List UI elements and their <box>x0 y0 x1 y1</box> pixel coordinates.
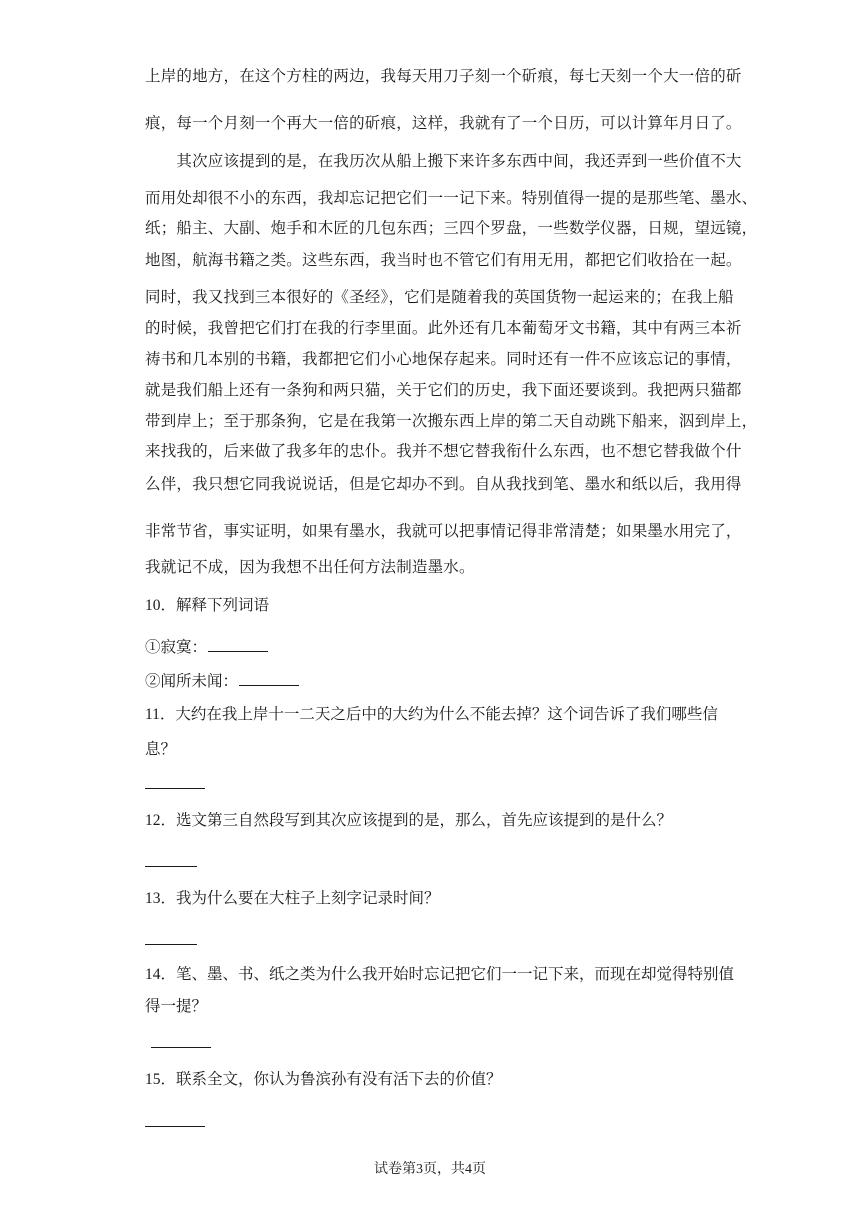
vocab-item-2 <box>145 671 725 692</box>
question-text-line: 13．我为什么要在大柱子上刻字记录时间？ <box>145 890 440 907</box>
question-text-line: 14．笔、墨、书、纸之类为什么我开始时忘记把它们一一记下来，而现在却觉得特别值 <box>145 966 735 983</box>
passage-line: 来找我的，后来做了我多年的忠仆。我并不想它替我衔什么东西，也不想它替我做个什 <box>145 442 742 460</box>
question-text-line: 息？ <box>145 741 177 758</box>
passage-line: 纸；船主、大副、炮手和木匠的几包东西；三四个罗盘，一些数学仪器，日规，望远镜， <box>145 219 758 237</box>
passage-line: 带到岸上；至于那条狗，它是在我第一次搬东西上岸的第二天自动跳下船来，泅到岸上， <box>145 412 758 430</box>
question-title: 10．解释下列词语 <box>145 597 270 614</box>
page-number-footer: 试卷第3页，共4页 <box>374 1162 486 1177</box>
passage-line: 地图，航海书籍之类。这些东西，我当时也不管它们有用无用，都把它们收拾在一起。 <box>145 251 742 269</box>
answer-line[interactable] <box>145 866 197 867</box>
passage-line: 非常节省，事实证明，如果有墨水，我就可以把事情记得非常清楚；如果墨水用完了， <box>145 522 742 540</box>
question-text-line: 得一提？ <box>145 998 208 1015</box>
passage-line: 其次应该提到的是，在我历次从船上搬下来许多东西中间，我还弄到一些价值不大 <box>145 152 742 170</box>
passage-line: 就是我们船上还有一条狗和两只猫，关于它们的历史，我下面还要谈到。我把两只猫都 <box>145 381 742 399</box>
answer-blank[interactable] <box>239 671 299 686</box>
question-text-line: 12．选文第三自然段写到其次应该提到的是，那么，首先应该提到的是什么？ <box>145 812 673 829</box>
question-text-line: 11．大约在我上岸十一二天之后中的大约为什么不能去掉？这个词告诉了我们哪些信 <box>145 706 718 723</box>
passage-line: 同时，我又找到三本很好的《圣经》，它们是随着我的英国货物一起运来的；在我上船 <box>145 288 734 306</box>
vocab-term: ②闻所未闻： <box>145 673 239 690</box>
answer-blank[interactable] <box>208 637 268 652</box>
passage-line: 我就记不成，因为我想不出任何方法制造墨水。 <box>145 558 475 576</box>
answer-line[interactable] <box>145 944 197 945</box>
answer-line[interactable] <box>145 1126 205 1127</box>
passage-line: 而用处却很不小的东西，我却忘记把它们一一记下来。特别值得一提的是那些笔、墨水、 <box>145 189 758 207</box>
passage-line: 祷书和几本别的书籍，我都把它们小心地保存起来。同时还有一件不应该忘记的事情， <box>145 350 742 368</box>
passage-line: 么伴，我只想它同我说说话，但是它却办不到。自从我找到笔、墨水和纸以后，我用得 <box>145 475 742 493</box>
passage-line: 的时候，我曾把它们打在我的行李里面。此外还有几本葡萄牙文书籍，其中有两三本祈 <box>145 319 742 337</box>
passage-line: 痕，每一个月刻一个再大一倍的斫痕，这样，我就有了一个日历，可以计算年月日了。 <box>145 114 742 132</box>
vocab-term: ①寂寞： <box>145 639 208 656</box>
question-text-line: 15．联系全文，你认为鲁滨孙有没有活下去的价值？ <box>145 1071 502 1088</box>
passage-line: 上岸的地方，在这个方柱的两边，我每天用刀子刻一个斫痕，每七天刻一个大一倍的斫 <box>145 67 742 85</box>
vocab-item-1 <box>145 637 725 658</box>
answer-line[interactable] <box>151 1047 211 1048</box>
answer-line[interactable] <box>145 788 205 789</box>
